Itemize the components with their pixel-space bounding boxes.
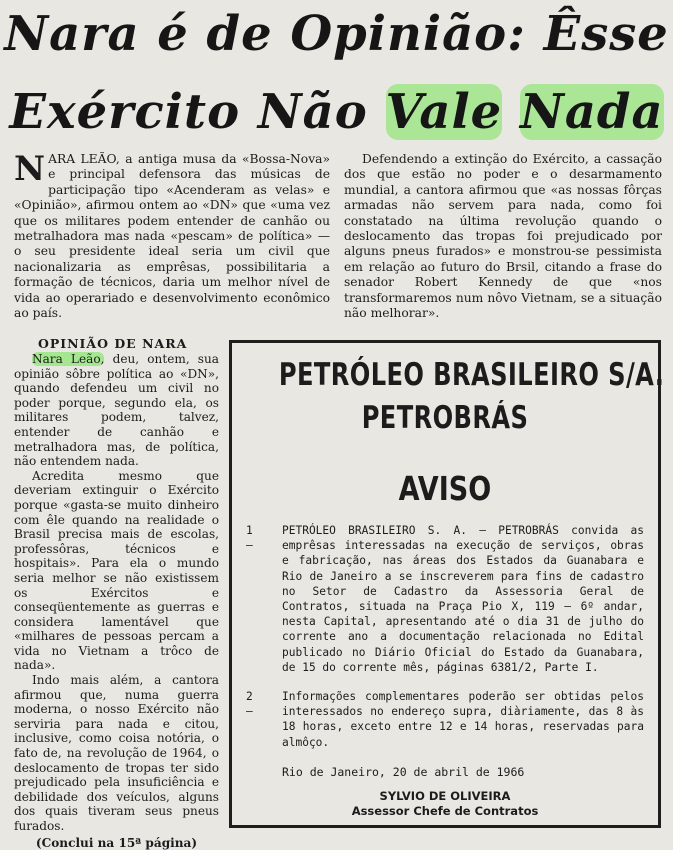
highlighted-name: Nara Leão, — [32, 352, 105, 366]
lead-column-right — [344, 152, 662, 321]
company-name: PETRÓLEO BRASILEIRO S/A. — [278, 357, 665, 393]
opinion-column — [14, 352, 219, 850]
highlighted-word-nada: Nada — [519, 84, 664, 140]
signatory-title: Assessor Chefe de Contratos — [351, 804, 539, 818]
opinion-p1-text: deu, ontem, sua opinião sôbre política ao «DN», quando defendeu um civil no poder porque, segundo ela, os militares podem, talvez, entender de canhão e metralhadora mas, de política, não entendem nada. — [14, 352, 220, 469]
petrobras-notice-ad — [229, 340, 665, 828]
lead-paragraph-left: ARA LEÃO, a antiga musa da «Bossa-Nova» e principal defensora das músicas de participação tipo «Acenderam as velas» e «Opinião», afirmou ontem ao «DN» que «uma vez que os militares podem entender de canhão ou metralhadora mas nada «pescam» de política» — o seu presidente ideal seria um civil que nacionalizaria as emprêsas, possibilitaria a formação de técnicos, daria um melhor nível de vida ao operariado e desenvolvimento econômico ao país. — [14, 152, 330, 321]
opinion-paragraph-3: Indo mais além, a cantora afirmou que, numa guerra moderna, o nosso Exército não serviria para nada e citou, inclusive, como coisa notória, o fato de, na revolução de 1964, o deslocamento de tropas ter sido prejudicado pela insuficiência e debilidade dos veículos, alguns dos quais tiveram seus pneus furados. — [14, 673, 219, 833]
item-number: 2 — — [246, 690, 253, 719]
signatory-name: SYLVIO DE OLIVEIRA — [379, 789, 511, 803]
continued-note: (Conclui na 15ª página) — [35, 835, 198, 850]
headline-line-2 — [0, 84, 673, 140]
headline-line-1: Nara é de Opinião: Êsse — [4, 6, 669, 62]
drop-cap: N — [14, 149, 46, 189]
notice-title: AVISO — [398, 469, 492, 508]
dateline: Rio de Janeiro, 20 de abril de 1966 — [282, 765, 525, 779]
section-heading: OPINIÃO DE NARA — [38, 336, 188, 351]
lead-column-left — [14, 149, 330, 321]
lead-paragraph-right: Defendendo a extinção do Exército, a cassação dos que estão no poder e o desarmamento mundial, a cantora afirmou que «as nossas fôrças armadas não servem para nada, como foi constatado na última revolução quando o deslocamento das tropas foi prejudicado por alguns pneus furados» e monstrou-se pessimista em relação ao futuro do Brsil, citando a frase do senador Robert Kennedy de que «nos transformaremos num nôvo Vietnam, se a situação não melhorar». — [344, 152, 662, 321]
headline-text: Exército Não — [9, 84, 386, 140]
company-short-name: PETROBRÁS — [361, 400, 529, 436]
item-text: PETRÓLEO BRASILEIRO S. A. — PETROBRÁS convida as emprêsas interessadas na execução de serviços, obras e fabricação, nas áreas dos Estados da Guanabara e Rio de Janeiro a se inscreverem para fins de cadastro no Setor de Cadastro da Assessoria Geral de Contratos, situada na Praça Pio X, 119 — 6º andar, nesta Capital, apresentando até o dia 31 de julho do corrente ano a documentação relacionada no Edital publicado no Diário Oficial do Estado da Guanabara, de 15 do corrente mês, páginas 6381/2, Parte I. — [282, 524, 644, 674]
opinion-paragraph-2: Acredita mesmo que deveriam extinguir o Exército porque «gasta-se muito dinheiro com êle quando na realidade o Brasil precisa mais de escolas, professôras, técnicos e hospitais». Para ela o mundo seria melhor se não existissem os Exércitos e conseqüentemente as guerras e considera lamentável que «milhares de pessoas percam a vida no Vietnam a trôco de nada». — [14, 468, 219, 673]
item-number: 1 — — [246, 524, 253, 553]
highlighted-word-vale: Vale — [385, 84, 503, 140]
opinion-paragraph-1 — [14, 352, 219, 469]
headline-space — [502, 84, 520, 140]
item-text: Informações complementares poderão ser obtidas pelos interessados no endereço supra, diàriamente, das 8 às 18 horas, exceto entre 12 e 14 horas, reservadas para almôço. — [282, 690, 644, 749]
